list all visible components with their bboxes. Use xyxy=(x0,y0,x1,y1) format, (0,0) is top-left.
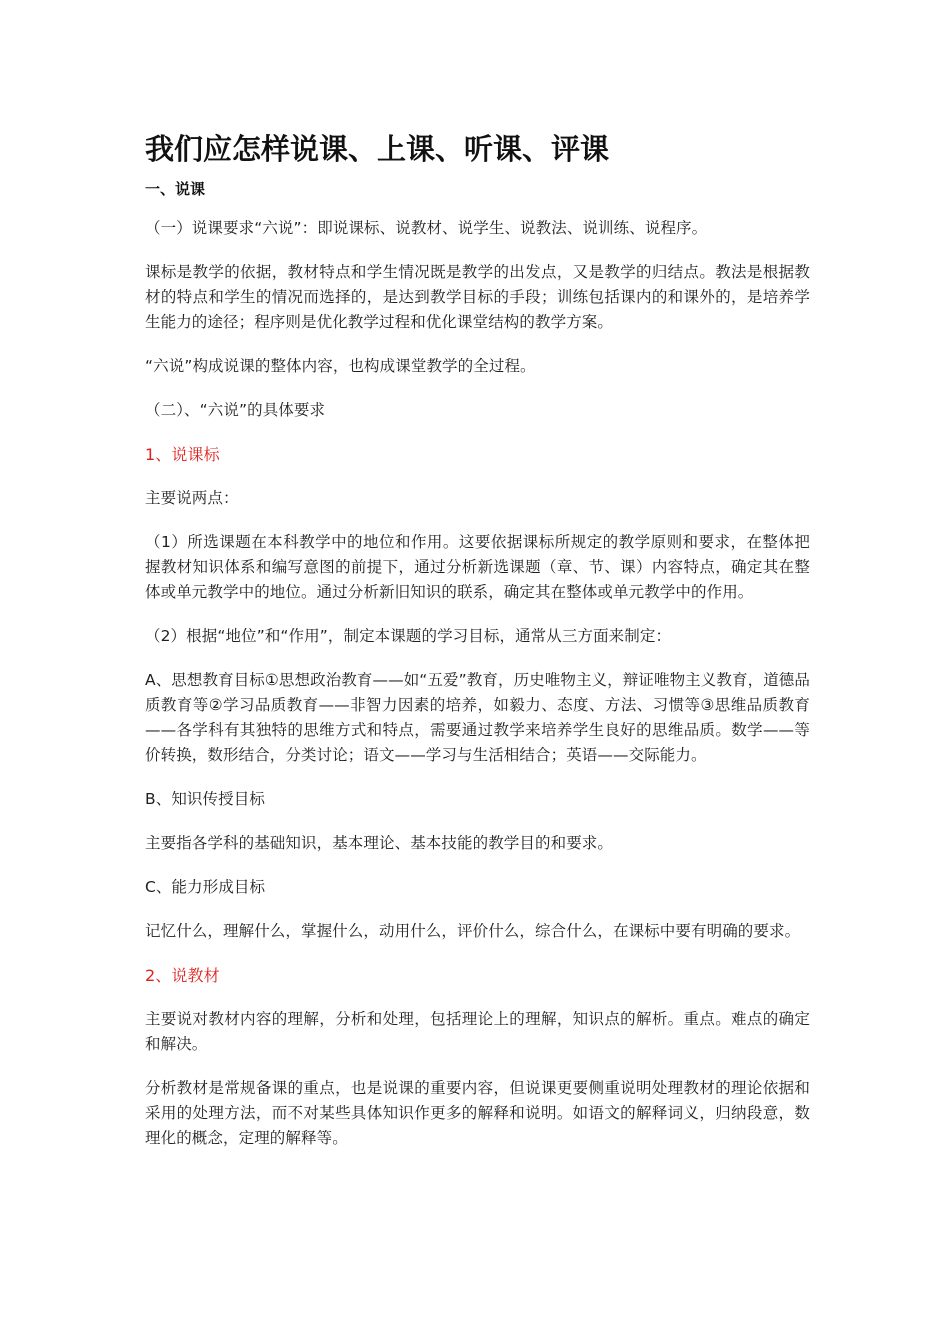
paragraph: 课标是教学的依据，教材特点和学生情况既是教学的出发点，又是教学的归结点。教法是根据教材的特点和学生的情况而选择的，是达到教学目标的手段；训练包括课内的和课外的，是培养学生能力的途径；程序则是优化教学过程和优化课堂结构的教学方案。 xyxy=(145,263,810,331)
document-title: 我们应怎样说课、上课、听课、评课 xyxy=(145,132,610,166)
paragraph: C、能力形成目标 xyxy=(145,878,266,896)
paragraph: B、知识传授目标 xyxy=(145,790,265,808)
section-heading: 一、说课 xyxy=(145,180,206,198)
subsection-heading: 1、说课标 xyxy=(145,445,220,464)
paragraph: 主要说对教材内容的理解，分析和处理，包括理论上的理解，知识点的解析。重点。难点的确定和解决。 xyxy=(145,1010,810,1053)
paragraph: （1）所选课题在本科教学中的地位和作用。这要依据课标所规定的教学原则和要求，在整体把握教材知识体系和编写意图的前提下，通过分析新选课题（章、节、课）内容特点，确定其在整体或单元教学中的地位。通过分析新旧知识的联系，确定其在整体或单元教学中的作用。 xyxy=(145,533,810,601)
paragraph: “六说”构成说课的整体内容，也构成课堂教学的全过程。 xyxy=(145,357,536,375)
paragraph: （一）说课要求“六说”：即说课标、说教材、说学生、说教法、说训练、说程序。 xyxy=(145,219,708,237)
paragraph: 主要说两点： xyxy=(145,489,239,507)
document-body xyxy=(145,128,810,1170)
paragraph-list xyxy=(145,216,810,1151)
subsection-heading: 2、说教材 xyxy=(145,966,220,985)
paragraph: 记忆什么，理解什么，掌握什么，动用什么，评价什么，综合什么，在课标中要有明确的要求。 xyxy=(145,922,801,940)
paragraph: （2）根据“地位”和“作用”，制定本课题的学习目标，通常从三方面来制定： xyxy=(145,627,672,645)
paragraph: A、思想教育目标①思想政治教育——如“五爱”教育，历史唯物主义，辩证唯物主义教育，道德品质教育等②学习品质教育——非智力因素的培养，如毅力、态度、方法、习惯等③思维品质教育——各学科有其独特的思维方式和特点，需要通过教学来培养学生良好的思维品质。数学——等价转换，数形结合，分类讨论；语文——学习与生活相结合；英语——交际能力。 xyxy=(145,671,810,764)
paragraph: （二）、“六说”的具体要求 xyxy=(145,401,326,419)
paragraph: 分析教材是常规备课的重点，也是说课的重要内容，但说课更要侧重说明处理教材的理论依据和采用的处理方法，而不对某些具体知识作更多的解释和说明。如语文的解释词义，归纳段意，数理化的概念，定理的解释等。 xyxy=(145,1079,810,1147)
paragraph: 主要指各学科的基础知识，基本理论、基本技能的教学目的和要求。 xyxy=(145,834,614,852)
